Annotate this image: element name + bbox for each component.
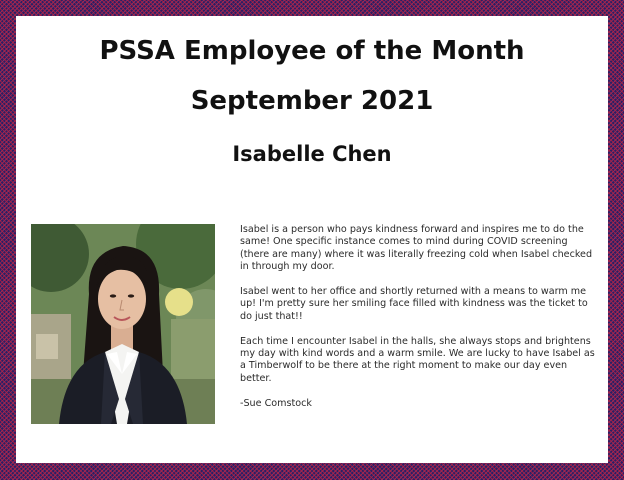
testimonial-paragraph-2: Isabel went to her office and shortly returned with a means to warm me up! I'm pretty sure her smiling face filled with kindness was the ticket to do just that!! [240,286,588,322]
portrait-photo [31,224,215,424]
page-subtitle-month: September 2021 [190,86,434,116]
honoree-name: Isabelle Chen [232,142,392,166]
testimonial-signature: -Sue Comstock [240,397,312,409]
testimonial-paragraph-1: Isabel is a person who pays kindness forward and inspires me to do the same! One specific instance comes to mind during COVID screening (there are many) where it was literally freezing cold when Isabel checked in through my door. [240,224,593,273]
testimonial-text [240,224,596,422]
portrait-illustration [31,224,215,424]
page-title: PSSA Employee of the Month [99,36,525,66]
testimonial-paragraph-3: Each time I encounter Isabel in the halls, she always stops and brightens my day with kind words and a warm smile. We are lucky to have Isabel as a Timberwolf to be there at the right moment to make our day even better. [240,335,595,384]
certificate-card [16,16,608,463]
